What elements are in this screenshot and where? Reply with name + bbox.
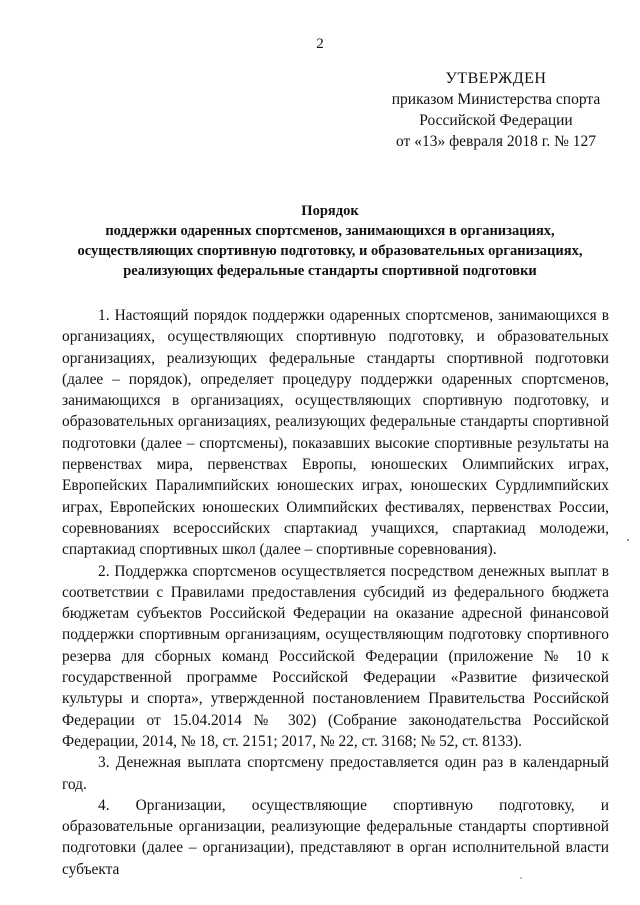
paragraph-1: 1. Настоящий порядок поддержки одаренных спортсменов, занимающихся в организациях, осуществляющих спортивную подготовку, и образовательных организациях, реализующих федеральные стандарты спортивной подготовки (далее – порядок), определяет процедуру поддержки одаренных спортсменов, занимающихся в организациях, осуществляющих спортивную подготовку, и образовательных организациях, реализующих федеральные стандарты спортивной подготовки (далее – спортсмены), показавших высокие спортивные результаты на первенствах мира, первенствах Европы, юношеских Олимпийских играх, Европейских Паралимпийских юношеских играх, юношеских Сурдлимпийских играх, Европейских юношеских Олимпийских фестивалях, первенствах России, соревнованиях всероссийских спартакиад учащихся, спартакиад молодежи, спартакиад спортивных школ (далее – спортивные соревнования).: [62, 307, 609, 559]
approval-line-order: приказом Министерства спорта: [391, 91, 601, 108]
paragraph-4: 4. Организации, осуществляющие спортивную подготовку, и образовательные организации, реализующие федеральные стандарты спортивной подготовки (далее – организации), представляют в орган исполнительной власти субъекта: [62, 796, 609, 878]
title-line: реализующих федеральные стандарты спортивной подготовки: [123, 263, 537, 279]
page-number: 2: [316, 36, 324, 52]
approval-line-date: от «13» февраля 2018 г. № 127: [396, 133, 596, 150]
paragraph-2: 2. Поддержка спортсменов осуществляется посредством денежных выплат в соответствии с Правилами предоставления субсидий из федерального бюджета бюджетам субъектов Российской Федерации на оказание адресной финансовой поддержки спортивным организациям, осуществляющим подготовку спортивного резерва для сборных команд Российской Федерации (приложение № 10 к государственной программе Российской Федерации «Развитие физической культуры и спорта», утвержденной постановлением Правительства Российской Федерации от 15.04.2014 № 302) (Собрание законодательства Российской Федерации, 2014, № 18, ст. 2151; 2017, № 22, ст. 3168; № 52, ст. 8133).: [62, 562, 609, 750]
title-line: осуществляющих спортивную подготовку, и образовательных организациях,: [77, 243, 583, 259]
approval-line-federation: Российской Федерации: [419, 112, 573, 129]
approval-stamp: УТВЕРЖДЕН: [445, 70, 547, 87]
paragraph-3: 3. Денежная выплата спортсмену предоставляется один раз в календарный год.: [62, 754, 609, 793]
title-heading: Порядок: [301, 203, 359, 219]
title-line: поддержки одаренных спортсменов, занимающихся в организациях,: [105, 223, 555, 239]
